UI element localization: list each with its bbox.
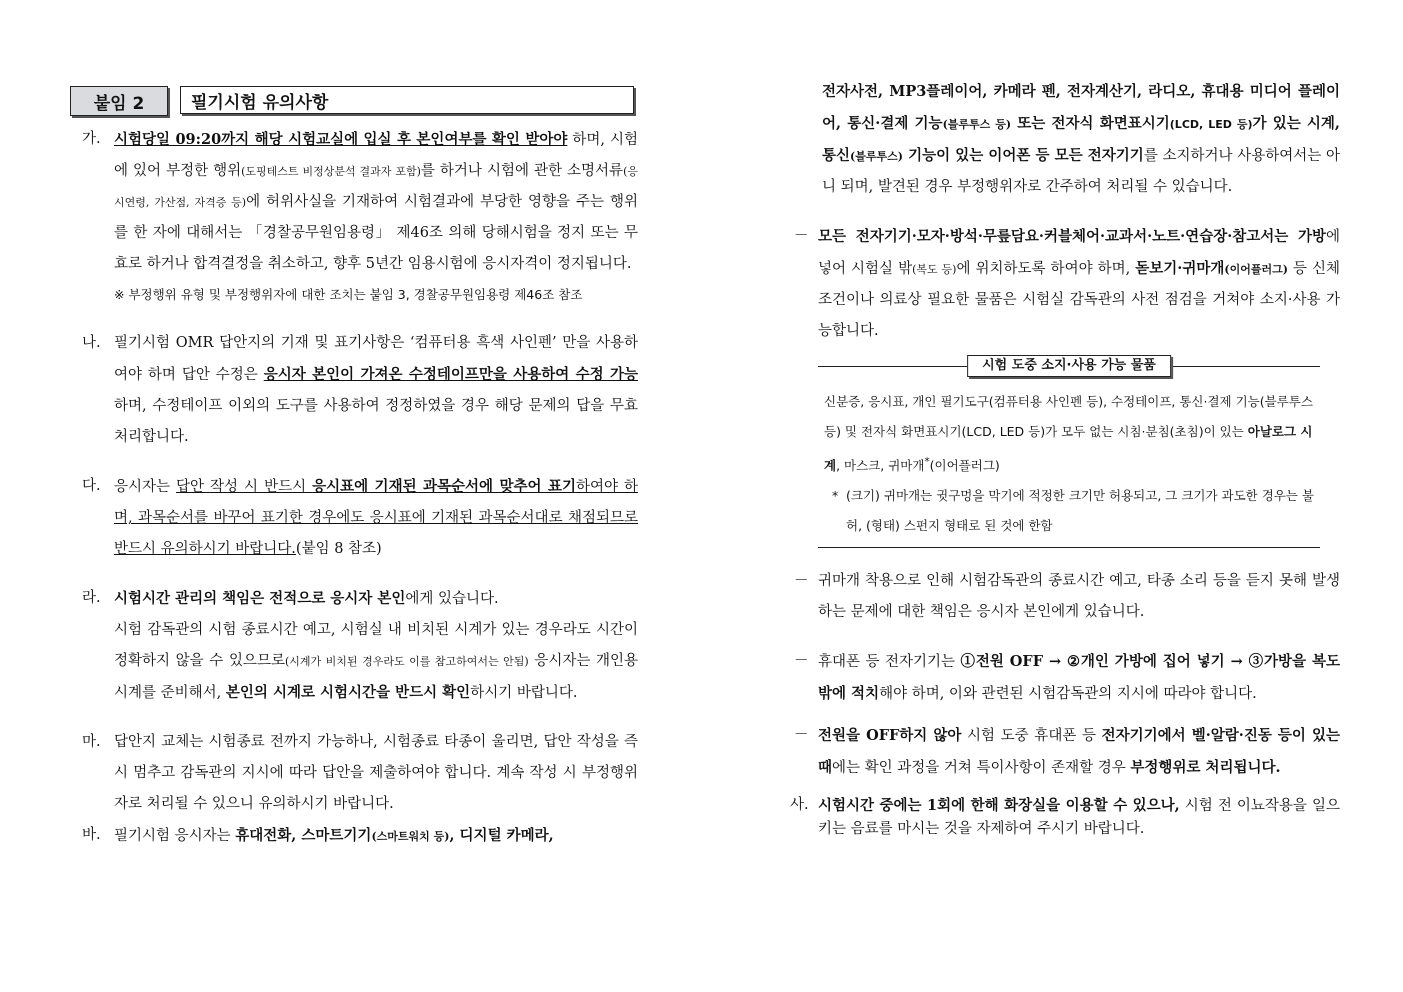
item-text: 응시자는 — [114, 479, 177, 495]
item-text: 를 소지하거나 사용하여서는 아니 되며, 발견된 경우 부정행위자로 간주하여 처리될 수 있습니다. — [822, 148, 1340, 195]
item-text: 부정행위로 처리됩니다. — [1130, 759, 1281, 777]
item-text: 하여야 하며, 과목순서를 바꾸어 표기한 경우에도 응시표에 기재된 과목순서대로 채점되므로 반드시 유의하시기 바랍니다. — [114, 479, 638, 557]
item-marker: 라. — [82, 590, 101, 606]
page-title: 필기시험 유의사항 — [180, 86, 634, 114]
allowed-items-text — [824, 387, 1314, 481]
item-ra — [82, 583, 638, 709]
dash-item-earplug — [790, 566, 1340, 628]
item-text: 를 하거나 시험에 관한 소명서류 — [420, 163, 624, 179]
item-text: 응시자는 개인용 시계를 준비해서, — [114, 653, 638, 701]
item-text: 필기시험 응시자는 — [114, 828, 236, 844]
item-subtext: (블루투스) — [850, 150, 903, 163]
item-marker: 가. — [82, 131, 101, 147]
item-ga — [82, 124, 638, 310]
item-text: 응시표에 기재된 과목순서에 맞추어 표기 — [312, 478, 576, 495]
item-text: 휴대폰 등 전자기기는 — [818, 654, 961, 671]
item-subtext: (LCD, LED 등) — [1169, 118, 1253, 131]
allowed-items-note — [824, 481, 1314, 541]
item-na — [82, 328, 638, 453]
dash-marker: － — [794, 228, 809, 244]
box-text: (이어플러그) — [929, 458, 1000, 474]
item-text: (붙임 8 참조) — [295, 541, 382, 557]
item-text: 답안지 교체는 시험종료 전까지 가능하나, 시험종료 타종이 울리면, 답안 작성을 즉시 멈추고 감독관의 지시에 따라 답안을 제출하여야 합니다. 계속 작성 시 부정행위자로 처리될 수 있으니 유의하시기 바랍니다. — [114, 734, 638, 812]
dash-marker: － — [794, 653, 809, 670]
item-text: 필기시험 OMR 답안지의 기재 및 표기사항은 ‘컴퓨터용 흑색 사인펜’ 만을 사용하여야 하며 답안 수정은 — [114, 335, 638, 383]
item-text: 등 신체조건이나 의료상 필요한 물품은 시험실 감독관의 사전 점검을 거쳐야 소지·사용 가능합니다. — [818, 261, 1340, 339]
item-text: 돋보기·귀마개 — [1135, 260, 1225, 277]
item-subtext: (응시연령, 가산점, 자격증 등) — [114, 165, 638, 209]
item-text: 휴대전화, 스마트기기 — [235, 827, 372, 844]
item-text: 하며, 시험에 있어 부정한 행위 — [114, 132, 639, 179]
item-text: 시험 전 이뇨작용을 일으키는 음료를 마시는 것을 자제하여 주시기 바랍니다. — [818, 798, 1340, 838]
item-text: 하며, 수정테이프 이외의 도구를 사용하여 정정하였을 경우 해당 문제의 답을 무효 처리합니다. — [114, 398, 638, 445]
attachment-tag: 붙임 2 — [70, 86, 168, 116]
item-text: 에 허위사실을 기재하여 시험결과에 부당한 영향을 주는 행위를 한 자에 대해서는 「경찰공무원임용령」 제46조 의해 당해시험을 정지 또는 무효로 하거나 합격결정을 취소하고, 향후 5년간 임용시험에 응시자격이 정지됩니다. — [114, 194, 638, 272]
box-text: 신분증, 응시표, 개인 필기도구(컴퓨터용 사인펜 등), 수정테이프, 통신·결제 기능(블루투스 등) 및 전자식 화면표시기(LCD, LED 등)가 모두 없는 시침·분침(초침)이 있는 — [824, 394, 1313, 439]
item-text: 가 있는 시계, 통신 — [822, 115, 1340, 164]
dash-item-power-off — [790, 720, 1340, 784]
item-text: 전자기기에서 벨·알람·진동 등이 있는 때 — [818, 727, 1340, 777]
item-text: 기능이 있는 이어폰 등 모든 전자기기 — [902, 147, 1144, 164]
item-text: 또는 전자식 화면표시기 — [1011, 115, 1170, 132]
item-text: 해야 하며, 이와 관련된 시험감독관의 지시에 따라야 합니다. — [879, 686, 1257, 703]
item-text: 시험시간 관리의 책임은 전적으로 응시자 본인 — [114, 590, 406, 607]
item-text: 모든 전자기기·모자·방석·무릎담요·커블체어·교과서·노트·연습장·참고서는 가방 — [818, 228, 1326, 245]
item-marker: 나. — [82, 335, 101, 351]
item-text: 에게 있습니다. — [405, 591, 499, 607]
item-text: 귀마개 착용으로 인해 시험감독관의 종료시간 예고, 타종 소리 등을 듣지 못해 발생하는 문제에 대한 책임은 응시자 본인에게 있습니다. — [818, 573, 1340, 621]
right-column — [790, 76, 1340, 841]
item-subtext: (이어플러그) — [1224, 263, 1288, 276]
item-subtext: (시계가 비치된 경우라도 이를 참고하여서는 안됨) — [284, 655, 529, 668]
item-subtext: (도핑테스트 비정상분석 결과자 포함) — [241, 165, 421, 178]
item-text: 시험당일 09:20까지 해당 시험교실에 입실 후 본인여부를 확인 받아야 — [114, 131, 568, 148]
left-column — [82, 124, 638, 852]
item-text: 전원을 OFF하지 않아 — [818, 727, 962, 745]
item-ba-continued — [790, 76, 1340, 203]
dash-item-phone — [790, 646, 1340, 710]
item-marker: 마. — [82, 734, 101, 750]
item-text: ①전원 OFF → ②개인 가방에 집어 넣기 → ③가방을 복도 밖에 적치 — [818, 653, 1340, 703]
box-text: , 마스크, 귀마개 — [836, 458, 925, 474]
item-text: 에 위치하도록 하여야 하며, — [956, 261, 1136, 277]
note-marker: * — [832, 488, 839, 504]
item-marker: 사. — [790, 797, 809, 814]
item-ma — [82, 727, 638, 820]
item-note: ※ 부정행위 유형 및 부정행위자에 대한 조치는 붙임 3, 경찰공무원임용령 제46조 참조 — [114, 287, 583, 302]
item-text: 에는 확인 과정을 거쳐 특이사항이 존재할 경우 — [832, 760, 1131, 777]
item-text: 시험 도중 휴대폰 등 — [961, 728, 1102, 745]
item-subtext: (스마트워치 등) — [371, 830, 450, 843]
item-text: 응시자 본인이 가져온 수정테이프만을 사용하여 수정 가능 — [263, 366, 638, 383]
item-text: , 디지털 카메라, — [449, 827, 554, 844]
item-text: 시험 감독관의 시험 종료시간 예고, 시험실 내 비치된 시계가 있는 경우라도 시간이 정확하지 않을 수 있으므로 — [114, 622, 638, 669]
allowed-items-title: 시험 도중 소지·사용 가능 물품 — [967, 355, 1171, 377]
item-text: 에 넣어 시험실 밖 — [818, 229, 1340, 277]
dash-marker: － — [794, 727, 809, 744]
box-text: 아날로그 시계 — [824, 424, 1313, 474]
item-text: 전자사전, MP3플레이어, 카메라 펜, 전자계산기, 라디오, 휴대용 미디어 플레이어, 통신·결제 기능 — [822, 83, 1340, 132]
item-marker: 바. — [82, 827, 101, 843]
item-subtext: (블루투스 등) — [942, 118, 1012, 131]
dash-marker: － — [794, 573, 809, 590]
item-text: 답안 작성 시 반드시 — [176, 479, 313, 495]
item-subtext: (복도 등) — [912, 263, 957, 276]
item-da — [82, 471, 638, 565]
note-text: (크기) 귀마개는 귓구멍을 막기에 적정한 크기만 허용되고, 그 크기가 과도한 경우는 불허, (형태) 스펀지 형태로 된 것에 한함 — [846, 488, 1314, 534]
item-text: 시험시간 중에는 1회에 한해 화장실을 이용할 수 있으나, — [818, 797, 1180, 815]
item-sa — [790, 794, 1340, 841]
item-text: 본인의 시계로 시험시간을 반드시 확인 — [225, 684, 471, 701]
item-marker: 다. — [82, 478, 101, 494]
item-text: 하시기 바랍니다. — [470, 685, 578, 701]
allowed-items-box-header — [818, 355, 1320, 377]
asterisk: * — [924, 456, 930, 468]
dash-item-bag — [790, 221, 1340, 347]
allowed-items-box — [818, 383, 1320, 548]
item-ba — [82, 820, 638, 852]
